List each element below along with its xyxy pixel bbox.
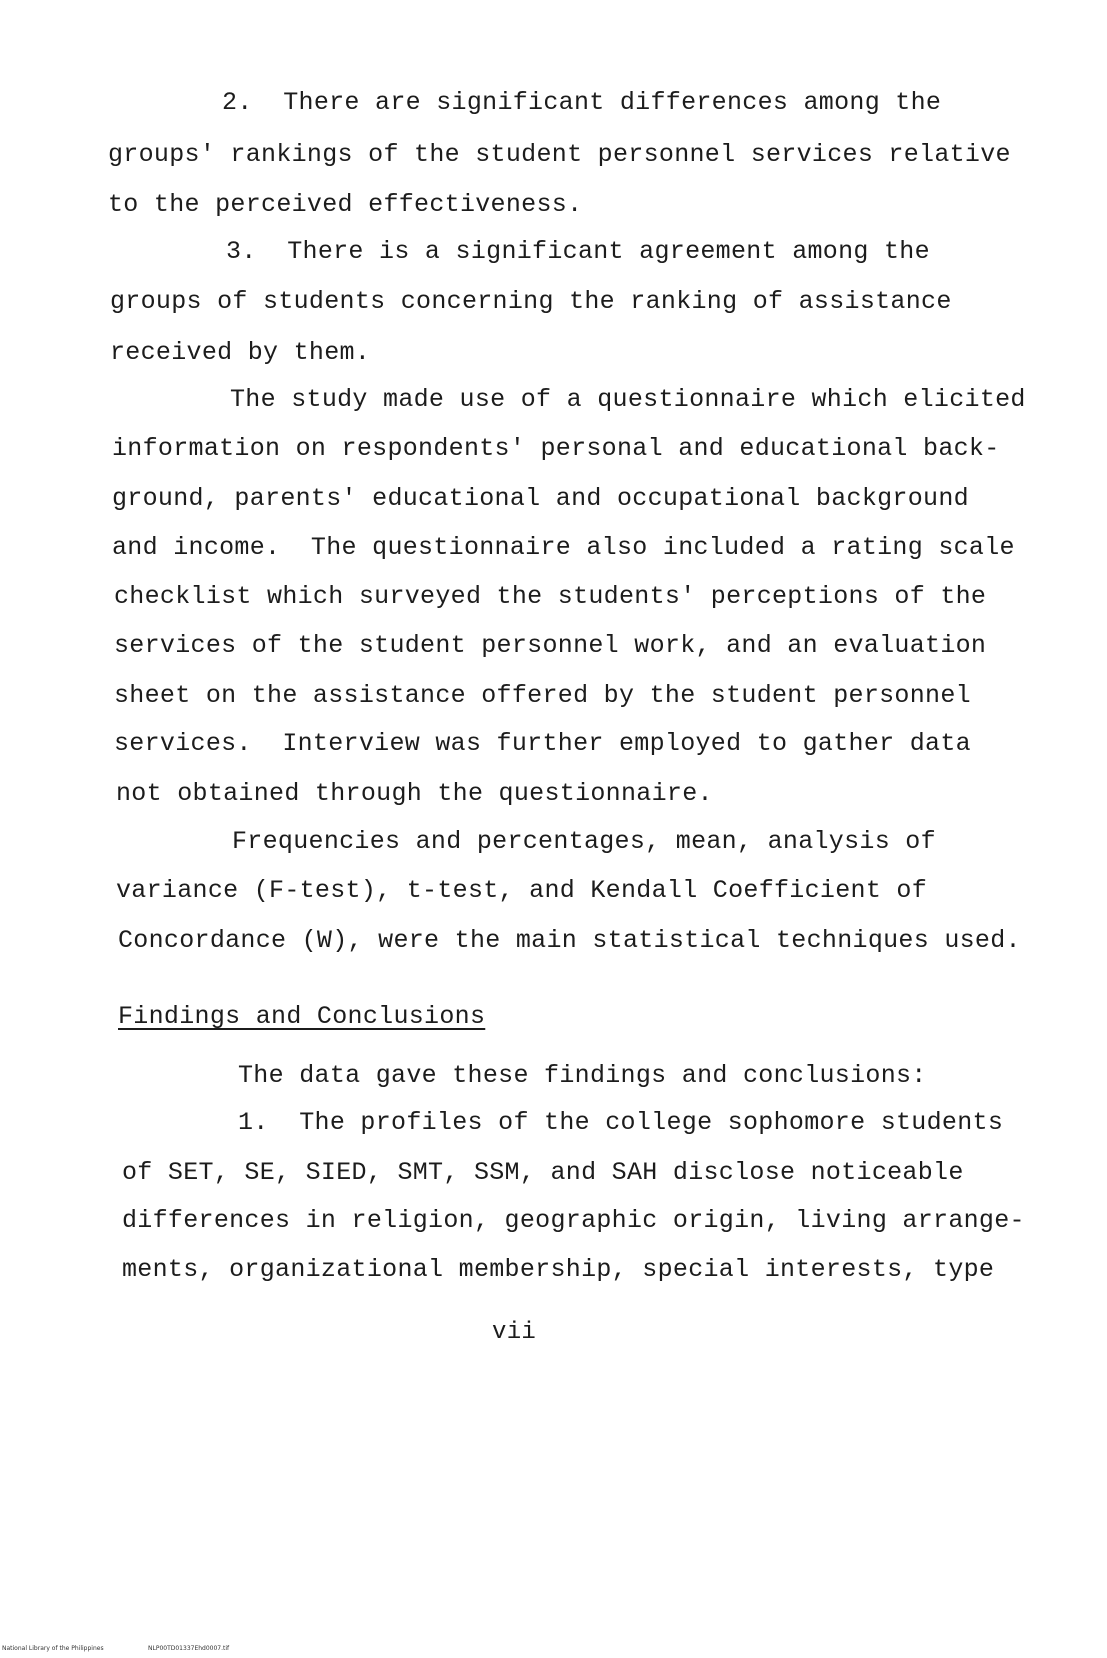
- methodology-p1-line-9: not obtained through the questionnaire.: [116, 779, 713, 808]
- hypothesis-2-line-1: 2. There are significant differences among the: [222, 88, 942, 117]
- methodology-p1-line-3: ground, parents' educational and occupational background: [112, 484, 969, 513]
- findings-intro: The data gave these findings and conclusions:: [238, 1061, 927, 1090]
- section-heading: Findings and Conclusions: [118, 1002, 486, 1031]
- page-number: vii: [492, 1319, 537, 1346]
- finding-1-line-1: 1. The profiles of the college sophomore students: [238, 1108, 1004, 1137]
- hypothesis-2-line-2: groups' rankings of the student personnel services relative: [108, 140, 1011, 169]
- methodology-p2-line-3: Concordance (W), were the main statistical techniques used.: [118, 926, 1021, 955]
- methodology-p1-line-8: services. Interview was further employed to gather data: [114, 729, 971, 758]
- hypothesis-3-line-2: groups of students concerning the ranking of assistance: [110, 287, 952, 316]
- footer-library: National Library of the Philippines: [2, 1645, 104, 1652]
- footer-code: NLP00TD01337Ehd0007.tif: [148, 1645, 230, 1652]
- methodology-p2-line-2: variance (F-test), t-test, and Kendall Coefficient of: [116, 876, 928, 905]
- hypothesis-3-line-3: received by them.: [110, 338, 371, 367]
- hypothesis-3-line-1: 3. There is a significant agreement among the: [226, 237, 930, 266]
- methodology-p2-line-1: Frequencies and percentages, mean, analysis of: [232, 827, 936, 856]
- methodology-p1-line-1: The study made use of a questionnaire which elicited: [230, 385, 1026, 414]
- hypothesis-2-line-3: to the perceived effectiveness.: [108, 190, 583, 219]
- methodology-p1-line-6: services of the student personnel work, and an evaluation: [114, 631, 987, 660]
- finding-1-line-3: differences in religion, geographic origin, living arrange-: [122, 1206, 1025, 1235]
- methodology-p1-line-5: checklist which surveyed the students' perceptions of the: [114, 582, 987, 611]
- methodology-p1-line-4: and income. The questionnaire also included a rating scale: [112, 533, 1015, 562]
- methodology-p1-line-7: sheet on the assistance offered by the student personnel: [114, 681, 971, 710]
- finding-1-line-4: ments, organizational membership, special interests, type: [122, 1255, 995, 1284]
- methodology-p1-line-2: information on respondents' personal and educational back-: [112, 434, 1000, 463]
- finding-1-line-2: of SET, SE, SIED, SMT, SSM, and SAH disclose noticeable: [122, 1158, 964, 1187]
